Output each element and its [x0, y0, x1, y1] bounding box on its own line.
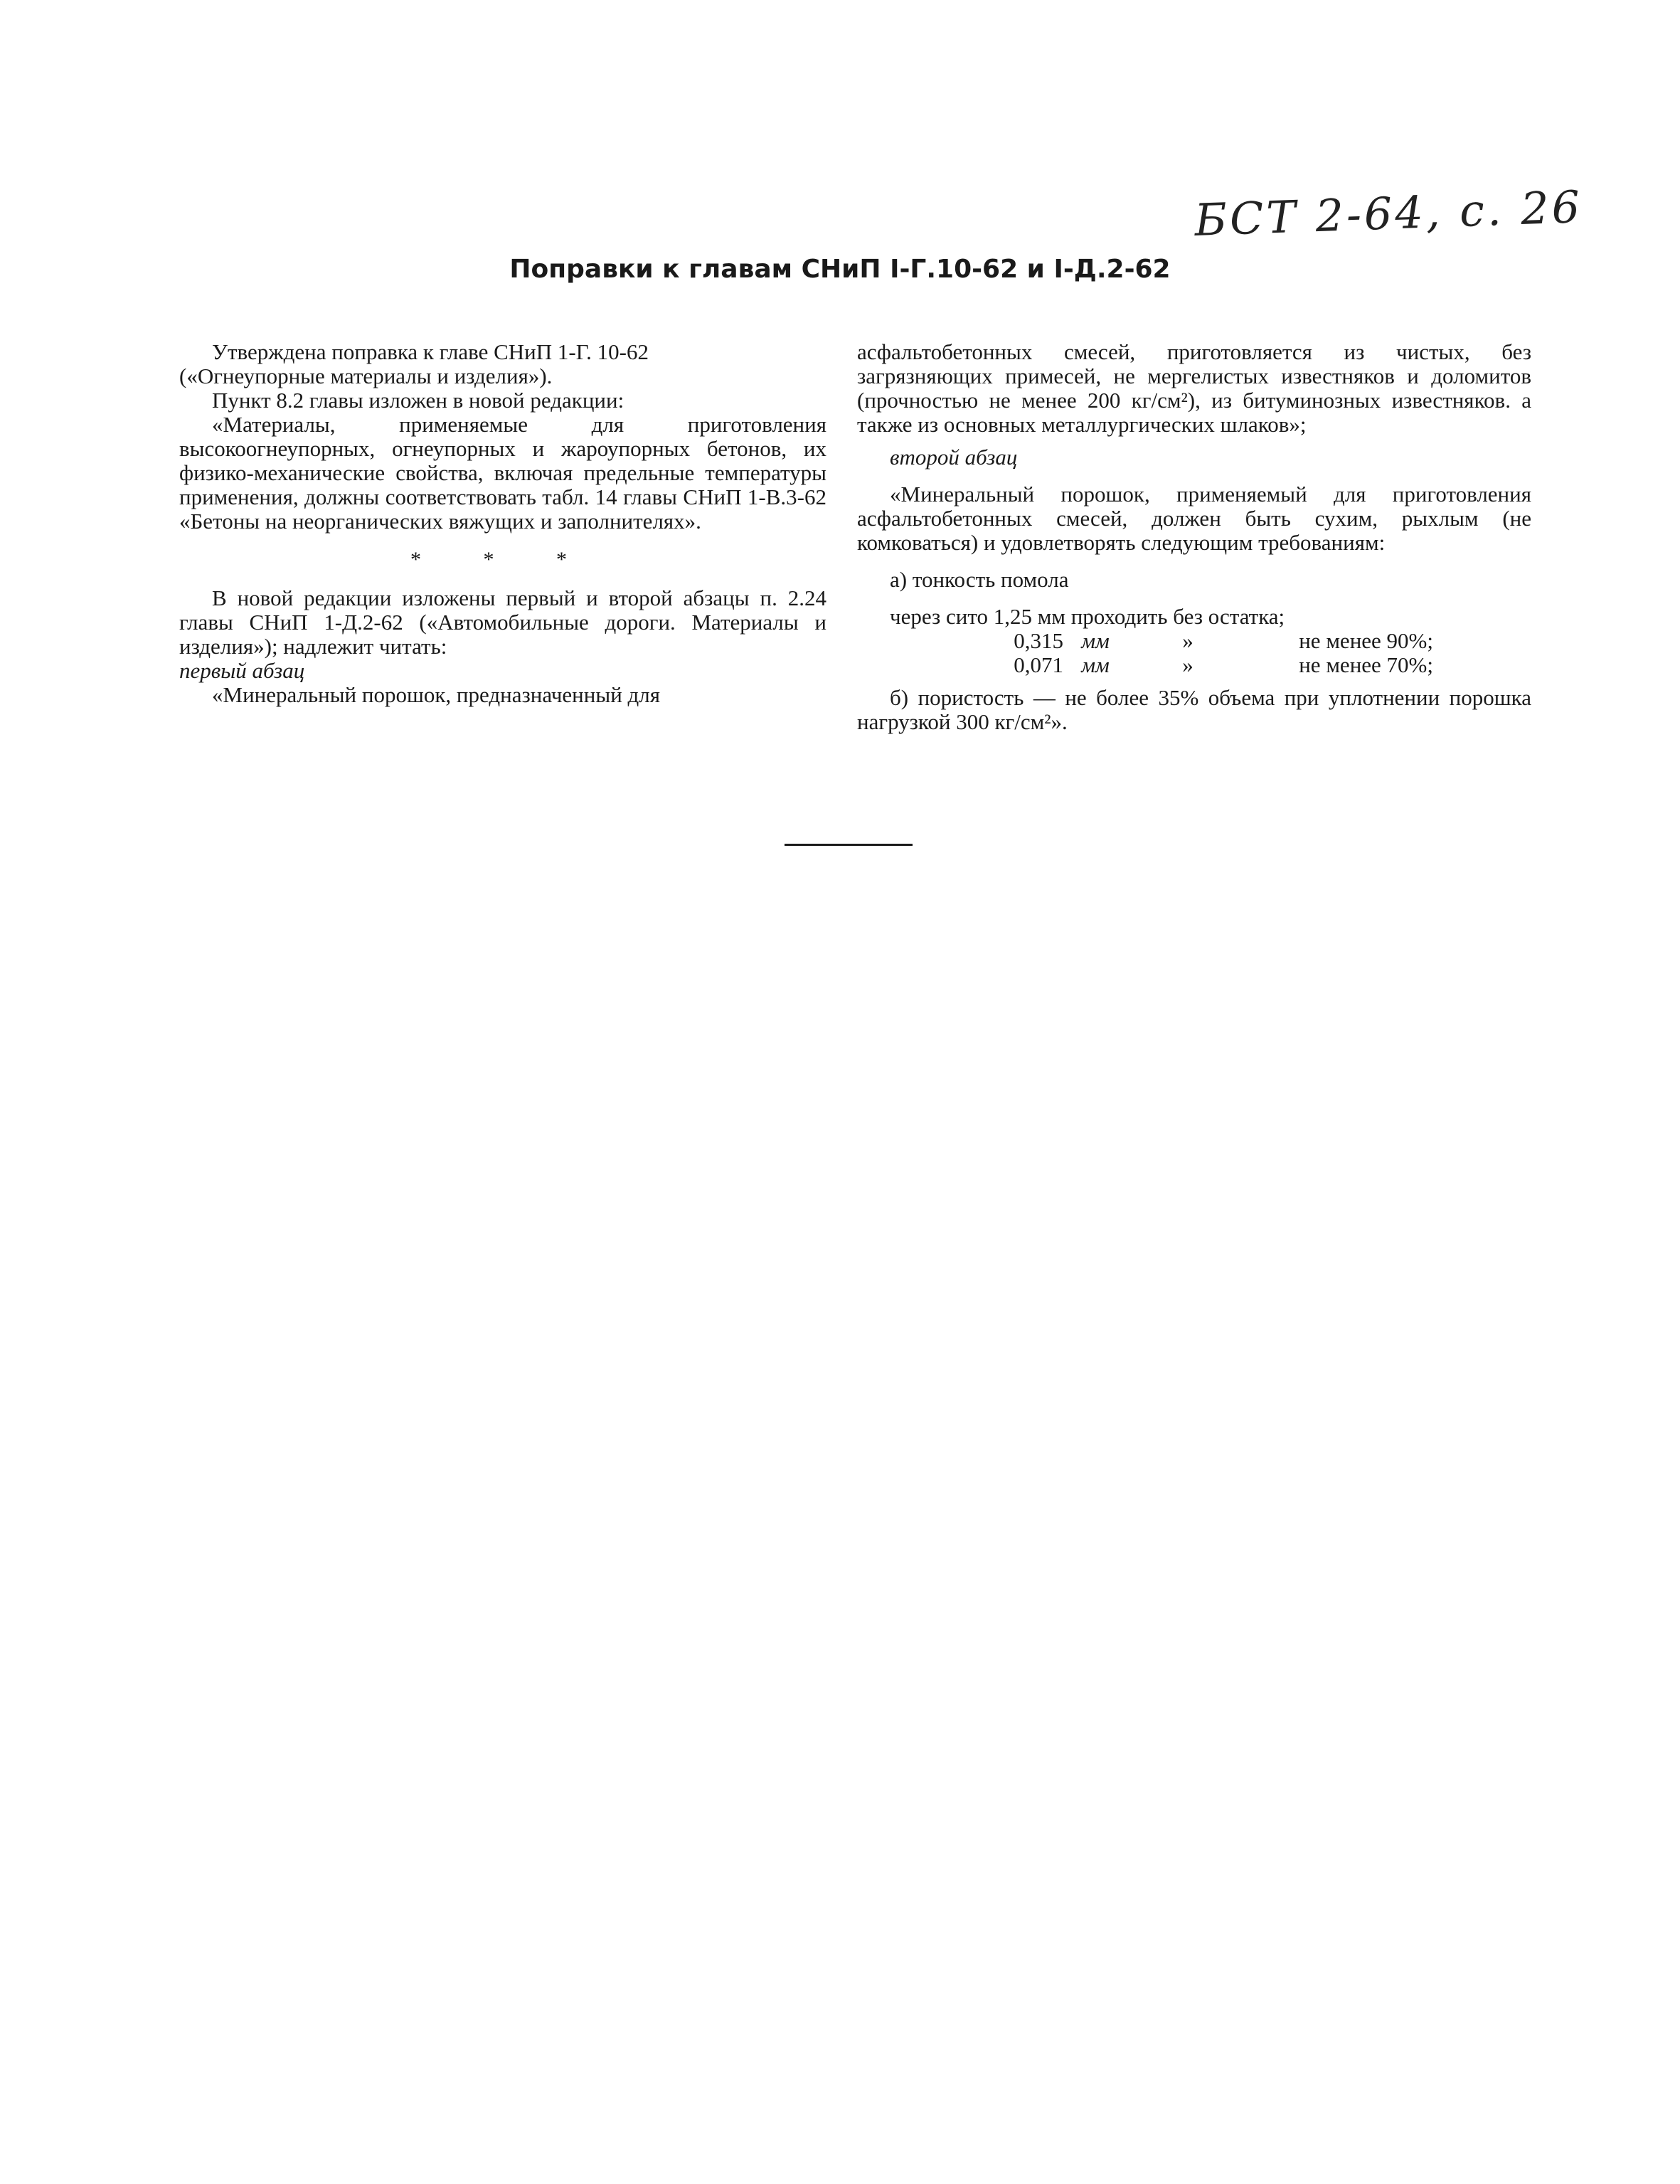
label-first-paragraph: первый абзац — [179, 658, 305, 683]
paragraph-approval-line2: («Огнеупорные материалы и изделия»). — [179, 364, 553, 388]
sieve-size-2: 0,071 — [1014, 652, 1063, 677]
section-separator: * * * — [410, 548, 595, 571]
paragraph-mineral-powder-start: «Минеральный порошок, предназначенный для — [212, 682, 661, 707]
paragraph-materials: «Материалы, применяемые для приготовления высокоогнеупорных, огнеупорных и жароупорных бетонов, их физико-механические свойства, включая предельные температуры применения, должны соответствовать табл. 14 главы СНиП 1-В.3-62 «Бетоны на неорганических вяжущих и заполнителях». — [179, 412, 826, 534]
paragraph-porosity: б) пористость — не более 35% объема при уплотнении порошка нагрузкой 300 кг/см²». — [857, 685, 1531, 734]
paragraph-mineral-powder-cont: асфальтобетонных смесей, приготовляется из чистых, без загрязняющих примесей, не мергелистых известняков и доломитов (прочностью не менее 200 кг/см²), из битуминозных известняков. а также из основных металлургических шлаков»; — [857, 339, 1531, 437]
label-second-paragraph: второй абзац — [890, 445, 1018, 470]
page-title: Поправки к главам СНиП I-Г.10-62 и I-Д.2-62 — [509, 255, 1171, 284]
paragraph-clause-intro: Пункт 8.2 главы изложен в новой редакции: — [212, 388, 624, 413]
sieve-ditto-1: » — [1182, 628, 1193, 653]
sieve-ditto-2: » — [1182, 652, 1193, 677]
handwritten-reference-note: БСТ 2-64, с. 26 — [1193, 181, 1584, 247]
right-column — [857, 340, 1531, 734]
sieve-table — [886, 629, 1531, 677]
paragraph-approval-line1: Утверждена поправка к главе СНиП 1-Г. 10-62 — [212, 339, 649, 364]
sieve-req-2: не менее 70%; — [1299, 652, 1433, 677]
paragraph-fineness: а) тонкость помола — [890, 567, 1069, 592]
sieve-unit-2: мм — [1081, 652, 1110, 677]
sieve-req-1: не менее 90%; — [1299, 628, 1433, 653]
left-column — [179, 340, 826, 707]
sieve-unit-1: мм — [1081, 628, 1110, 653]
sieve-size-1: 0,315 — [1014, 628, 1063, 653]
end-rule-divider — [785, 844, 913, 846]
sieve-line-main: через сито 1,25 мм проходить без остатка; — [890, 604, 1285, 629]
paragraph-new-edition: В новой редакции изложены первый и второй абзацы п. 2.24 главы СНиП 1-Д.2-62 («Автомобильные дороги. Материалы и изделия»); надлежит читать: — [179, 585, 826, 659]
paragraph-requirements: «Минеральный порошок, применяемый для приготовления асфальтобетонных смесей, должен быть сухим, рыхлым (не комковаться) и удовлетворять следующим требованиям: — [857, 482, 1531, 555]
